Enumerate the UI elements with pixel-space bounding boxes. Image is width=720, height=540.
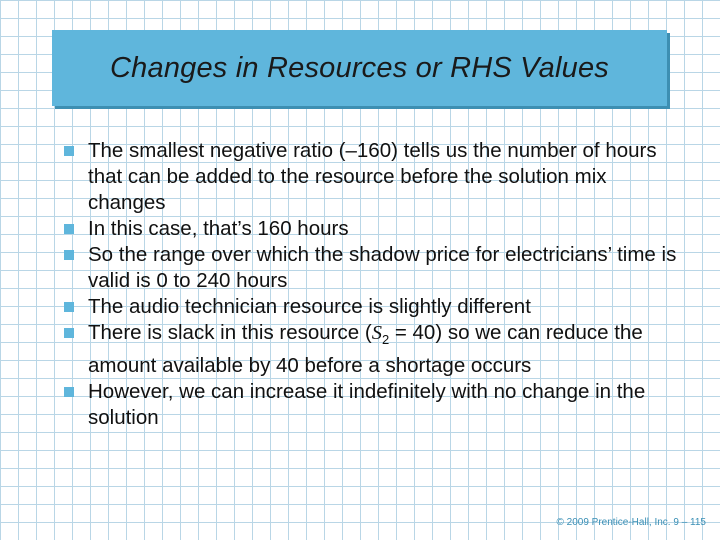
bullet-text-pre: There is slack in this resource ( (88, 321, 372, 344)
bullet-item (62, 242, 682, 294)
square-bullet-icon (64, 250, 74, 260)
bullet-text-post: = 40) so we can reduce the amount available by 40 before a shortage occurs (88, 321, 643, 378)
slide-title: Changes in Resources or RHS Values (110, 51, 609, 84)
bullet-item (62, 320, 682, 379)
bullet-list (62, 138, 682, 431)
bullet-item (62, 294, 682, 320)
square-bullet-icon (64, 328, 74, 338)
square-bullet-icon (64, 146, 74, 156)
title-banner (52, 30, 667, 106)
bullet-item (62, 216, 682, 242)
square-bullet-icon (64, 387, 74, 397)
bullet-text: In this case, that’s 160 hours (88, 217, 349, 240)
bullet-text: However, we can increase it indefinitely with no change in the solution (88, 380, 646, 430)
square-bullet-icon (64, 302, 74, 312)
copyright-footer: © 2009 Prentice-Hall, Inc. 9 – 115 (556, 517, 706, 528)
bullet-item (62, 379, 682, 431)
variable-s: S (371, 322, 382, 344)
bullet-item (62, 138, 682, 216)
bullet-text: So the range over which the shadow price for electricians’ time is valid is 0 to 240 hours (88, 243, 677, 292)
square-bullet-icon (64, 224, 74, 234)
bullet-text: The smallest negative ratio (–160) tells us the number of hours that can be added to the resource before the solution mix changes (88, 139, 657, 214)
bullet-text: The audio technician resource is slightly different (88, 295, 531, 318)
variable-subscript: 2 (381, 332, 390, 348)
